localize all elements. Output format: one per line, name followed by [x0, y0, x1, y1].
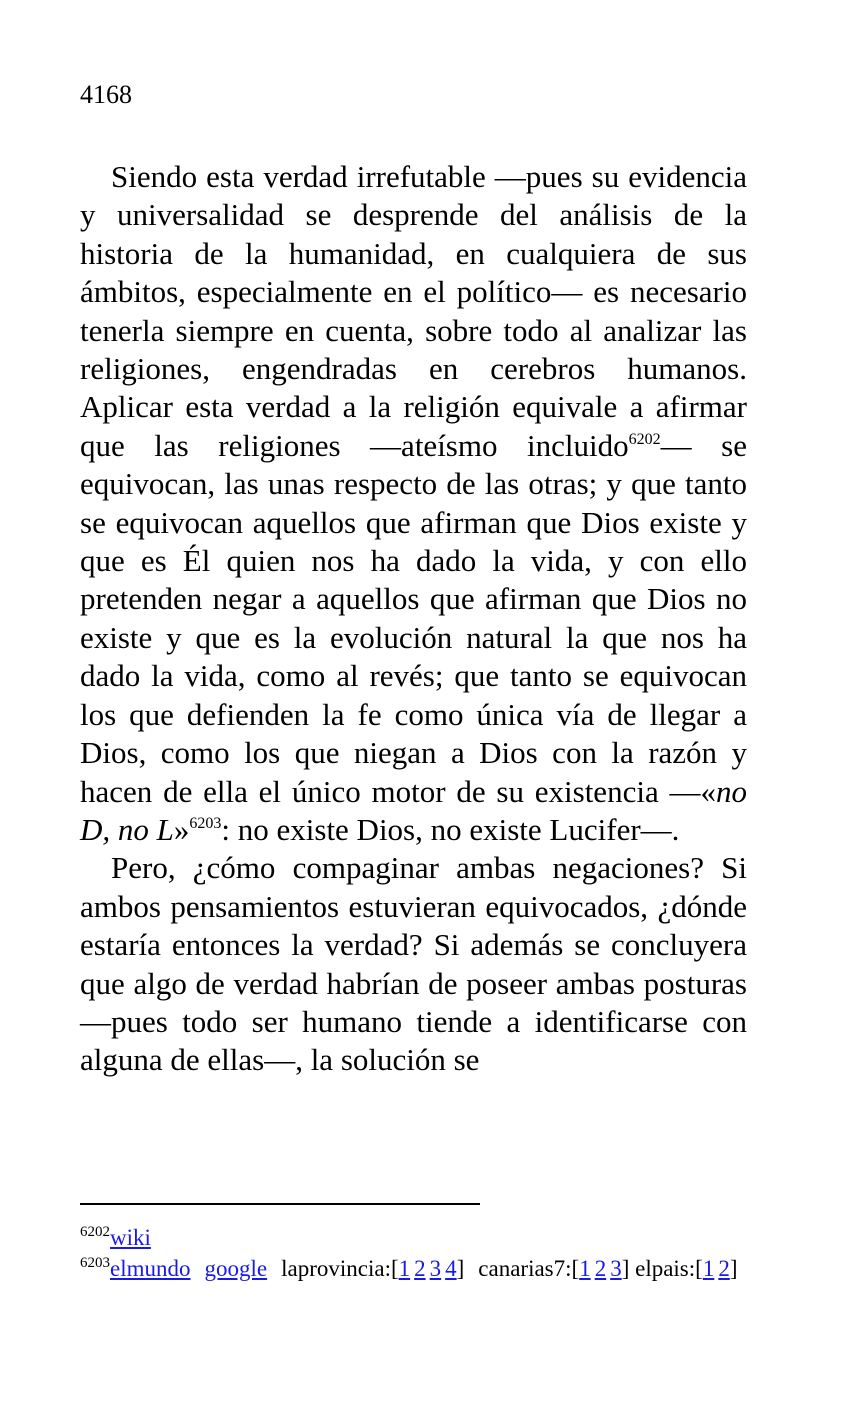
canarias7-link-1[interactable]: 1: [579, 1256, 591, 1281]
elmundo-link[interactable]: elmundo: [110, 1256, 191, 1281]
laprovincia-link-3[interactable]: 3: [429, 1256, 442, 1281]
paragraph-1-part-d: : no existe Dios, no existe Lucifer—.: [221, 811, 680, 847]
google-link[interactable]: google: [204, 1256, 268, 1281]
laprovincia-link-4[interactable]: 4: [445, 1256, 457, 1281]
laprovincia-link-1[interactable]: 1: [398, 1256, 411, 1281]
footnote-number: 6202: [80, 1224, 110, 1240]
elpais-label: elpais:[: [635, 1256, 703, 1281]
elpais-close-bracket: ]: [729, 1256, 738, 1281]
footnote-ref-6203: 6203: [189, 814, 222, 832]
elpais-link-2[interactable]: 2: [718, 1256, 730, 1281]
footnote-number: 6203: [80, 1255, 110, 1271]
page-number: 4168: [80, 80, 132, 109]
laprovincia-link-2[interactable]: 2: [414, 1256, 426, 1281]
footnote-6203: [80, 1253, 747, 1284]
paragraph-1-part-c: »: [173, 811, 190, 847]
paragraph-1: [80, 158, 747, 849]
elpais-link-1[interactable]: 1: [702, 1256, 715, 1281]
paragraph-1-part-b: — se equivocan, las unas respecto de las otras; y que tanto se equivocan aquellos que afirman que Dios existe y que es Él quien nos ha dado la vida, y con ello pretenden negar a aquellos que afirman que Dios no existe y que es la evolución natural la que nos ha dado la vida, como al revés; que tanto se equivocan los que defienden la fe como única vía de llegar a Dios, como los que niegan a Dios con la razón y hacen de ella el único motor de su existencia —«: [80, 427, 747, 809]
canarias7-label: canarias7:[: [478, 1256, 580, 1281]
footnote-ref-6202: 6202: [628, 430, 661, 448]
canarias7-link-2[interactable]: 2: [594, 1256, 607, 1281]
footnote-6202: [80, 1222, 747, 1253]
laprovincia-label: laprovincia:[: [281, 1256, 399, 1281]
paragraph-1-italic-phrase: no D, no L: [80, 773, 747, 847]
footnote-separator: [80, 1203, 480, 1205]
paragraph-1-part-a: Siendo esta verdad irrefutable —pues su evidencia y universalidad se desprende del análisis de la historia de la humanidad, en cualquiera de sus ámbitos, especialmente en el político— es necesario tenerla siempre en cuenta, sobre todo al analizar las religiones, engendradas en cerebros humanos. Aplicar esta verdad a la religión equivale a afirmar que las religiones —ateísmo incluido: [80, 159, 747, 463]
laprovincia-close-bracket: ]: [456, 1256, 465, 1281]
body-text: [80, 158, 747, 1080]
wiki-link[interactable]: wiki: [110, 1225, 151, 1250]
footnotes: [80, 1222, 747, 1284]
canarias7-link-3[interactable]: 3: [610, 1256, 622, 1281]
paragraph-2: Pero, ¿cómo compaginar ambas negaciones? Si ambos pensamientos estuvieran equivocados, ¿dónde estaría entonces la verdad? Si además se concluyera que algo de verdad habrían de poseer ambas posturas —pues todo ser humano tiende a identificarse con alguna de ellas—, la solución se: [80, 850, 747, 1078]
canarias7-close-bracket: ]: [621, 1256, 630, 1281]
